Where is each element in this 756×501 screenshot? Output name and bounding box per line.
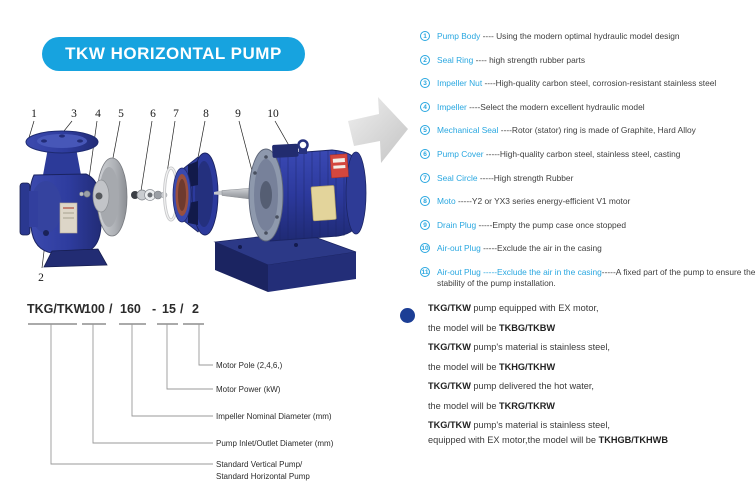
part-number-badge: 10 [421, 245, 429, 253]
note-lines [428, 303, 748, 447]
part-number-10: 10 [267, 108, 279, 120]
part-description: -----High strength Rubber [479, 172, 574, 183]
part-name: Impeller [437, 101, 470, 112]
model-code-svg [20, 296, 370, 496]
pump-cover [173, 153, 218, 235]
label-inlet-outlet: Pump Inlet/Outlet Diameter (mm) [216, 439, 334, 448]
model-sep-dash: - [152, 302, 157, 316]
note-line [428, 323, 748, 335]
part-number-8: 8 [203, 108, 209, 120]
model-seg-2: 2 [192, 302, 199, 316]
drain-plug [43, 230, 49, 236]
note-line [428, 342, 748, 354]
part-number-6: 6 [150, 108, 156, 120]
label-motor-power: Motor Power (kW) [216, 385, 281, 394]
model-seg-15: 15 [162, 302, 176, 316]
note-code: TKHG/TKHW [498, 361, 556, 372]
title-banner [42, 37, 305, 71]
part-number-7: 7 [173, 108, 179, 120]
model-connectors [51, 324, 213, 464]
note-line [428, 381, 748, 393]
part-description: -----Empty the pump case once stopped [478, 219, 626, 230]
part-description: ----Rotor (stator) ring is made of Graphite, Hard Alloy [500, 125, 696, 136]
part-number-badge: 9 [420, 220, 430, 230]
part-description: ---- high strength rubber parts [475, 54, 586, 65]
part-description: ----High-quality carbon steel, corrosion-resistant stainless steel [484, 78, 717, 89]
part-name: Seal Circle [437, 172, 480, 183]
part-name: Mechanical Seal [437, 125, 501, 136]
note-line [428, 303, 748, 315]
part-name: Air-out Plug [437, 266, 484, 277]
part-name: Moto [437, 196, 458, 207]
model-variants-notes [398, 303, 748, 455]
part-name: Pump Cover [437, 148, 486, 159]
part-number-5: 5 [118, 108, 124, 120]
note-code: TKBG/TKBW [498, 322, 556, 333]
note-line [428, 362, 748, 374]
part-number-badge: 5 [420, 125, 430, 135]
note-text: pump equipped with EX motor, [470, 303, 599, 313]
note-text: pump's material is stainless steel, [470, 342, 610, 352]
parts-list-item [420, 149, 756, 160]
part-name: Impeller Nut [437, 78, 485, 89]
note-code: TKRG/TKRW [498, 400, 555, 411]
parts-list-item [420, 125, 756, 136]
parts-list-item [420, 31, 756, 42]
note-line [428, 401, 748, 413]
part-number-badge: 2 [420, 55, 430, 65]
parts-list-item [420, 102, 756, 113]
part-description: -----Y2 or YX3 series energy-efficient V1 motor [457, 196, 631, 207]
pump-foot [44, 249, 107, 267]
note-text: pump delivered the hot water, [470, 381, 594, 391]
motor-nameplate [311, 185, 336, 221]
part-number-badge: 7 [420, 173, 430, 183]
exploded-pump-diagram [8, 95, 388, 300]
note-text: the model will be [428, 361, 499, 372]
note-text: the model will be [428, 322, 499, 333]
model-code-breakdown [20, 296, 370, 501]
label-standard-horizontal: Standard Horizontal Pump [216, 472, 310, 481]
part-description: -----High-quality carbon steel, stainless steel, casting [485, 148, 681, 159]
motor [214, 141, 366, 242]
part-description: ---- Using the modern optimal hydraulic model design [482, 31, 680, 41]
label-impeller-diameter: Impeller Nominal Diameter (mm) [216, 412, 332, 421]
note-bold: TKG/TKW [428, 420, 471, 430]
model-sep-slash2: / [180, 302, 184, 316]
part-name: Drain Plug [437, 219, 479, 230]
parts-list-item [420, 243, 756, 254]
note-text: pump's material is stainless steel, [470, 420, 610, 430]
base-plate [215, 232, 356, 292]
part-number-badge: 1 [420, 31, 430, 41]
model-seg-100: 100 [84, 302, 105, 316]
right-arrow-icon [348, 97, 408, 163]
part-number-badge: 4 [420, 102, 430, 112]
note-line [428, 435, 748, 447]
model-sep-slash1: / [109, 302, 113, 316]
part-name: Seal Ring [437, 54, 476, 65]
model-prefix: TKG/TKW [27, 302, 86, 316]
pump-diagram-svg [8, 95, 388, 295]
part-number-1: 1 [31, 108, 37, 120]
parts-list-item [420, 78, 756, 89]
parts-list-item [420, 55, 756, 66]
note-bold: TKG/TKW [428, 303, 471, 313]
part-number-badge: 8 [420, 196, 430, 206]
eyebolt [299, 141, 308, 150]
parts-list-item [420, 196, 756, 207]
page-title: TKW HORIZONTAL PUMP [65, 44, 282, 63]
label-motor-pole: Motor Pole (2,4,6,) [216, 361, 283, 370]
part-description-highlight: -----Exclude the air in the casing [483, 266, 602, 277]
parts-list-item [420, 220, 756, 231]
note-text: the model will be [428, 400, 499, 411]
note-code: TKHGB/TKHWB [598, 435, 668, 445]
part-number-9: 9 [235, 108, 241, 120]
parts-list [420, 31, 756, 302]
arrow-svg [346, 93, 412, 167]
note-bold: TKG/TKW [428, 342, 471, 352]
note-bold: TKG/TKW [428, 381, 471, 391]
parts-list-item [420, 173, 756, 184]
bullet-circle-icon [400, 308, 415, 323]
part-name: Air-out Plug [437, 243, 484, 254]
transition-arrow [346, 93, 412, 172]
part-number-badge: 3 [420, 78, 430, 88]
part-description: -----A fixed part of the pump to ensure the stability of the pump installation. [437, 266, 756, 288]
part-number-3: 3 [71, 108, 77, 120]
part-number-4: 4 [95, 108, 101, 120]
part-name: Pump Body [437, 31, 483, 41]
part-description: ----Select the modern excellent hydraulic model [469, 101, 645, 112]
terminal-box [272, 144, 299, 158]
label-standard-vertical: Standard Vertical Pump/ [216, 460, 303, 469]
note-line [428, 420, 748, 432]
part-number-badge: 6 [420, 149, 430, 159]
part-number-2: 2 [38, 272, 44, 284]
parts-list-item [420, 267, 756, 289]
note-text: equipped with EX motor,the model will be [428, 435, 599, 445]
model-seg-160: 160 [120, 302, 141, 316]
mechanical-seal [131, 190, 167, 201]
part-number-badge: 11 [421, 268, 429, 276]
part-description: -----Exclude the air in the casing [483, 243, 602, 254]
